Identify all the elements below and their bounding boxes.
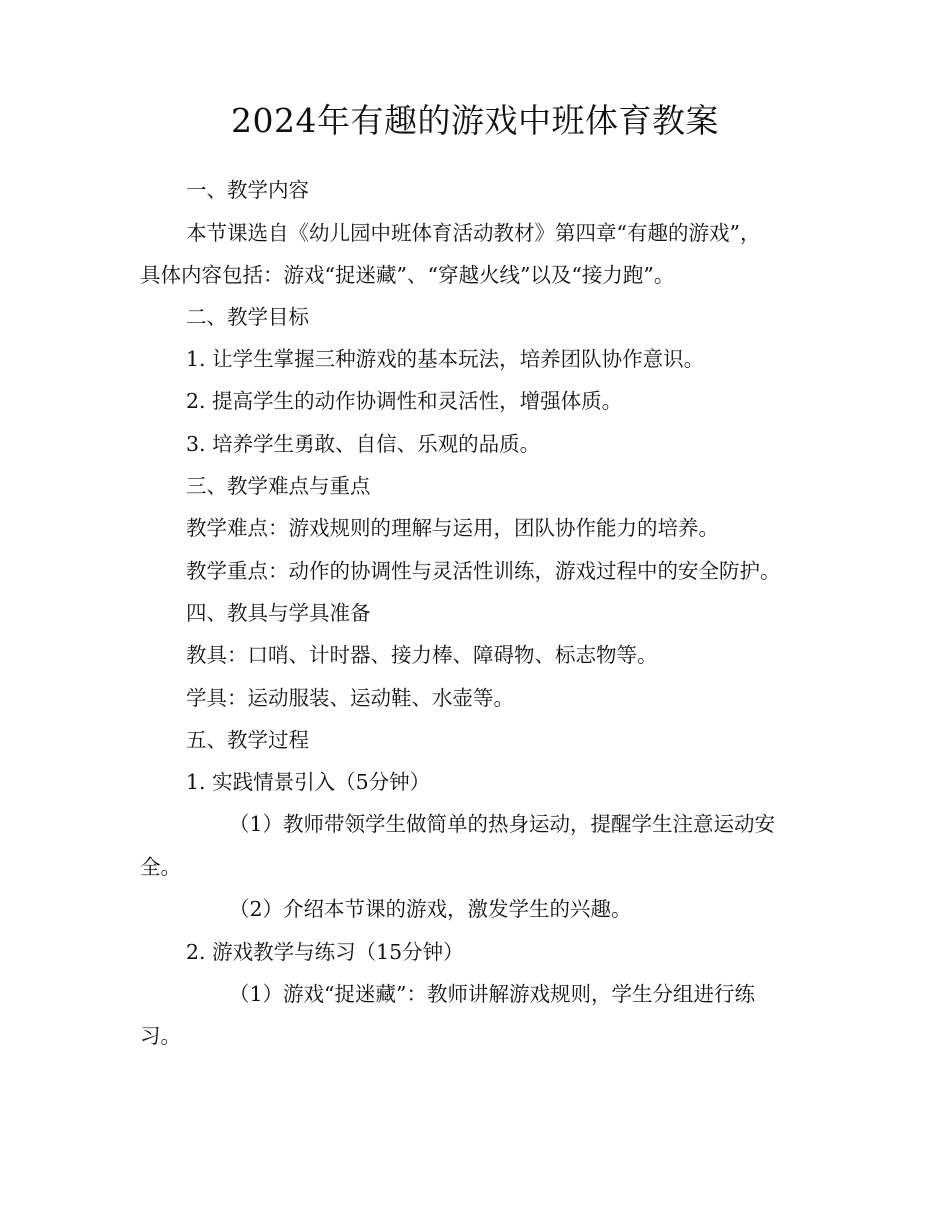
paragraph-line: 本节课选自《幼儿园中班体育活动教材》第四章“有趣的游戏”， [186, 221, 761, 245]
paragraph-line: （1）游戏“捉迷藏”：教师讲解游戏规则，学生分组进行练 [229, 982, 756, 1006]
list-item: 2. 提高学生的动作协调性和灵活性，增强体质。 [186, 389, 623, 413]
section-heading-3: 三、教学难点与重点 [186, 474, 371, 498]
paragraph-line: 教学重点：动作的协调性与灵活性训练，游戏过程中的安全防护。 [186, 559, 781, 583]
paragraph-line: 教具：口哨、计时器、接力棒、障碍物、标志物等。 [186, 643, 658, 667]
paragraph-line: 全。 [140, 855, 181, 879]
paragraph-line: 学具：运动服装、运动鞋、水壶等。 [186, 686, 514, 710]
section-heading-2: 二、教学目标 [186, 305, 309, 329]
list-item: 1. 实践情景引入（5分钟） [186, 770, 431, 794]
document-title: 2024年有趣的游戏中班体育教案 [231, 101, 719, 140]
paragraph-line: （1）教师带领学生做简单的热身运动，提醒学生注意运动安 [229, 812, 776, 836]
list-item: 1. 让学生掌握三种游戏的基本玩法，培养团队协作意识。 [186, 347, 705, 371]
paragraph-line: 教学难点：游戏规则的理解与运用，团队协作能力的培养。 [186, 516, 719, 540]
section-heading-1: 一、教学内容 [186, 178, 309, 202]
section-heading-4: 四、教具与学具准备 [186, 601, 371, 625]
paragraph-line: （2）介绍本节课的游戏，激发学生的兴趣。 [229, 897, 632, 921]
paragraph-line: 具体内容包括：游戏“捉迷藏”、“穿越火线”以及“接力跑”。 [140, 263, 675, 287]
section-heading-5: 五、教学过程 [186, 728, 309, 752]
list-item: 3. 培养学生勇敢、自信、乐观的品质。 [186, 432, 541, 456]
paragraph-line: 习。 [140, 1024, 181, 1048]
list-item: 2. 游戏教学与练习（15分钟） [186, 940, 464, 964]
